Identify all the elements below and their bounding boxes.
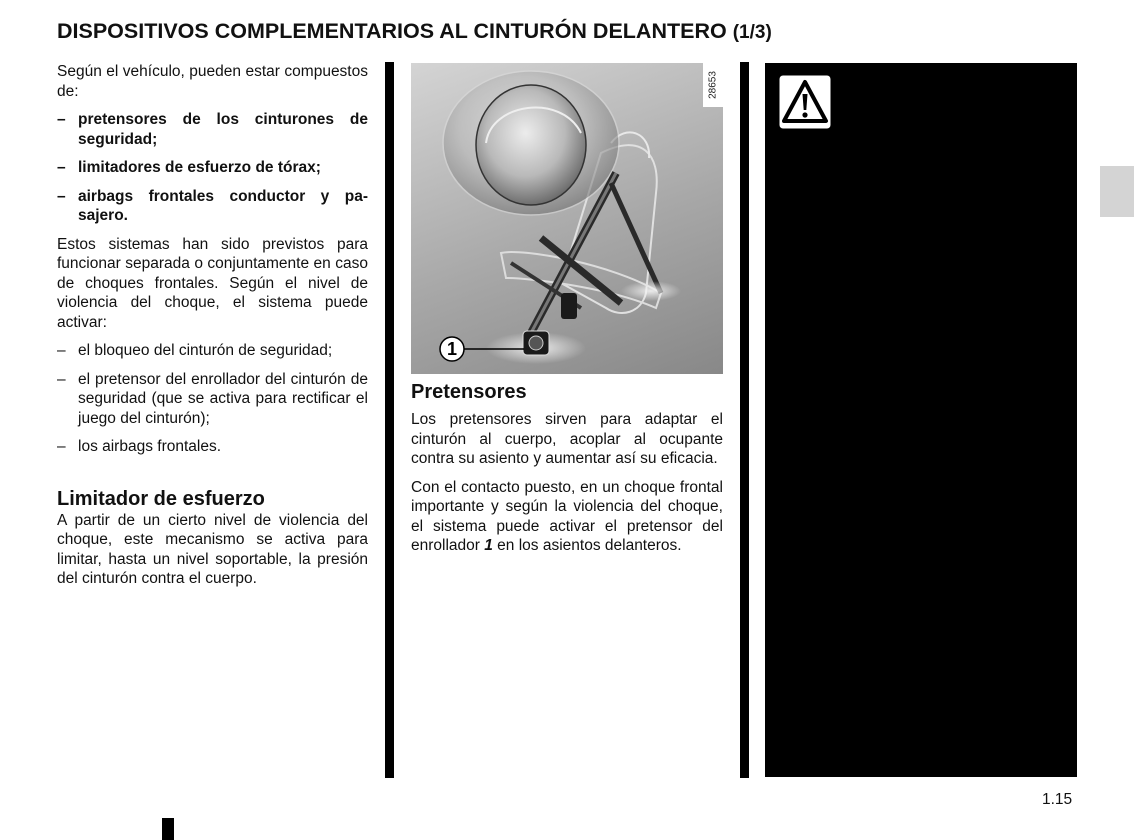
warning-panel bbox=[765, 63, 1077, 777]
warning-triangle-icon bbox=[779, 75, 831, 129]
figure-code: 28653 bbox=[707, 71, 719, 99]
list-item: – limitadores de esfuerzo de tórax; bbox=[57, 159, 321, 176]
page-number: 1.15 bbox=[1042, 791, 1073, 808]
callout-number: 1 bbox=[446, 339, 458, 359]
list-item: – los airbags frontales. bbox=[57, 438, 222, 455]
list-item: – el pretensor del enrollador del cinturón de seguridad (que se activa para rectificar el juego del cinturón); bbox=[57, 370, 368, 427]
pretensioner-heading: Pretensores bbox=[411, 381, 527, 403]
page-title-part: (1/3) bbox=[732, 22, 772, 43]
pretensioner-paragraph-2: Con el contacto puesto, en un choque frontal importante y según la violencia del choque, el sistema puede activar el pretensor del enrollador 1 en los asientos delanteros. bbox=[411, 478, 723, 554]
limiter-heading: Limitador de esfuerzo bbox=[57, 487, 265, 510]
print-mark bbox=[162, 818, 174, 840]
list-item: – pretensores de los cinturones de seguridad; bbox=[57, 111, 368, 148]
column-divider-bar bbox=[740, 62, 749, 778]
list-item: – airbags frontales conductor y pasajero. bbox=[57, 187, 368, 224]
list-dash: – bbox=[57, 438, 66, 455]
middle-column bbox=[411, 380, 723, 565]
device-list bbox=[57, 110, 368, 226]
seatbelt-figure bbox=[411, 63, 723, 374]
left-column bbox=[57, 62, 368, 598]
list-dash: – bbox=[57, 370, 66, 388]
page-title-text: DISPOSITIVOS COMPLEMENTARIOS AL CINTURÓN DELANTERO bbox=[57, 19, 727, 43]
list-dash: – bbox=[57, 111, 66, 128]
list-item: – el bloqueo del cinturón de seguridad; bbox=[57, 342, 333, 359]
section-tab-marker bbox=[1100, 166, 1134, 217]
intro-paragraph: Según el vehículo, pueden estar compuestos de: bbox=[57, 63, 368, 100]
activation-list bbox=[57, 341, 368, 457]
page-title bbox=[57, 19, 1097, 44]
list-dash: – bbox=[57, 187, 66, 205]
figure-code-box bbox=[703, 63, 723, 107]
limiter-paragraph: A partir de un cierto nivel de violencia del choque, este mecanismo se activa para limitar, hasta un nivel soportable, la presión del cinturón contra el cuerpo. bbox=[57, 511, 368, 587]
list-dash: – bbox=[57, 159, 66, 176]
column-divider-bar bbox=[385, 62, 394, 778]
seat-airbag-illustration bbox=[411, 63, 723, 374]
reference-number: 1 bbox=[484, 537, 493, 554]
list-dash: – bbox=[57, 342, 66, 359]
pretensioner-paragraph-1: Los pretensores sirven para adaptar el cinturón al cuerpo, acoplar al ocupante contra su asiento y aumentar así su eficacia. bbox=[411, 411, 723, 467]
systems-paragraph: Estos sistemas han sido previstos para funcionar separada o conjuntamente en caso de choques frontales. Según el nivel de violencia del choque, el sistema puede activar: bbox=[57, 235, 368, 331]
